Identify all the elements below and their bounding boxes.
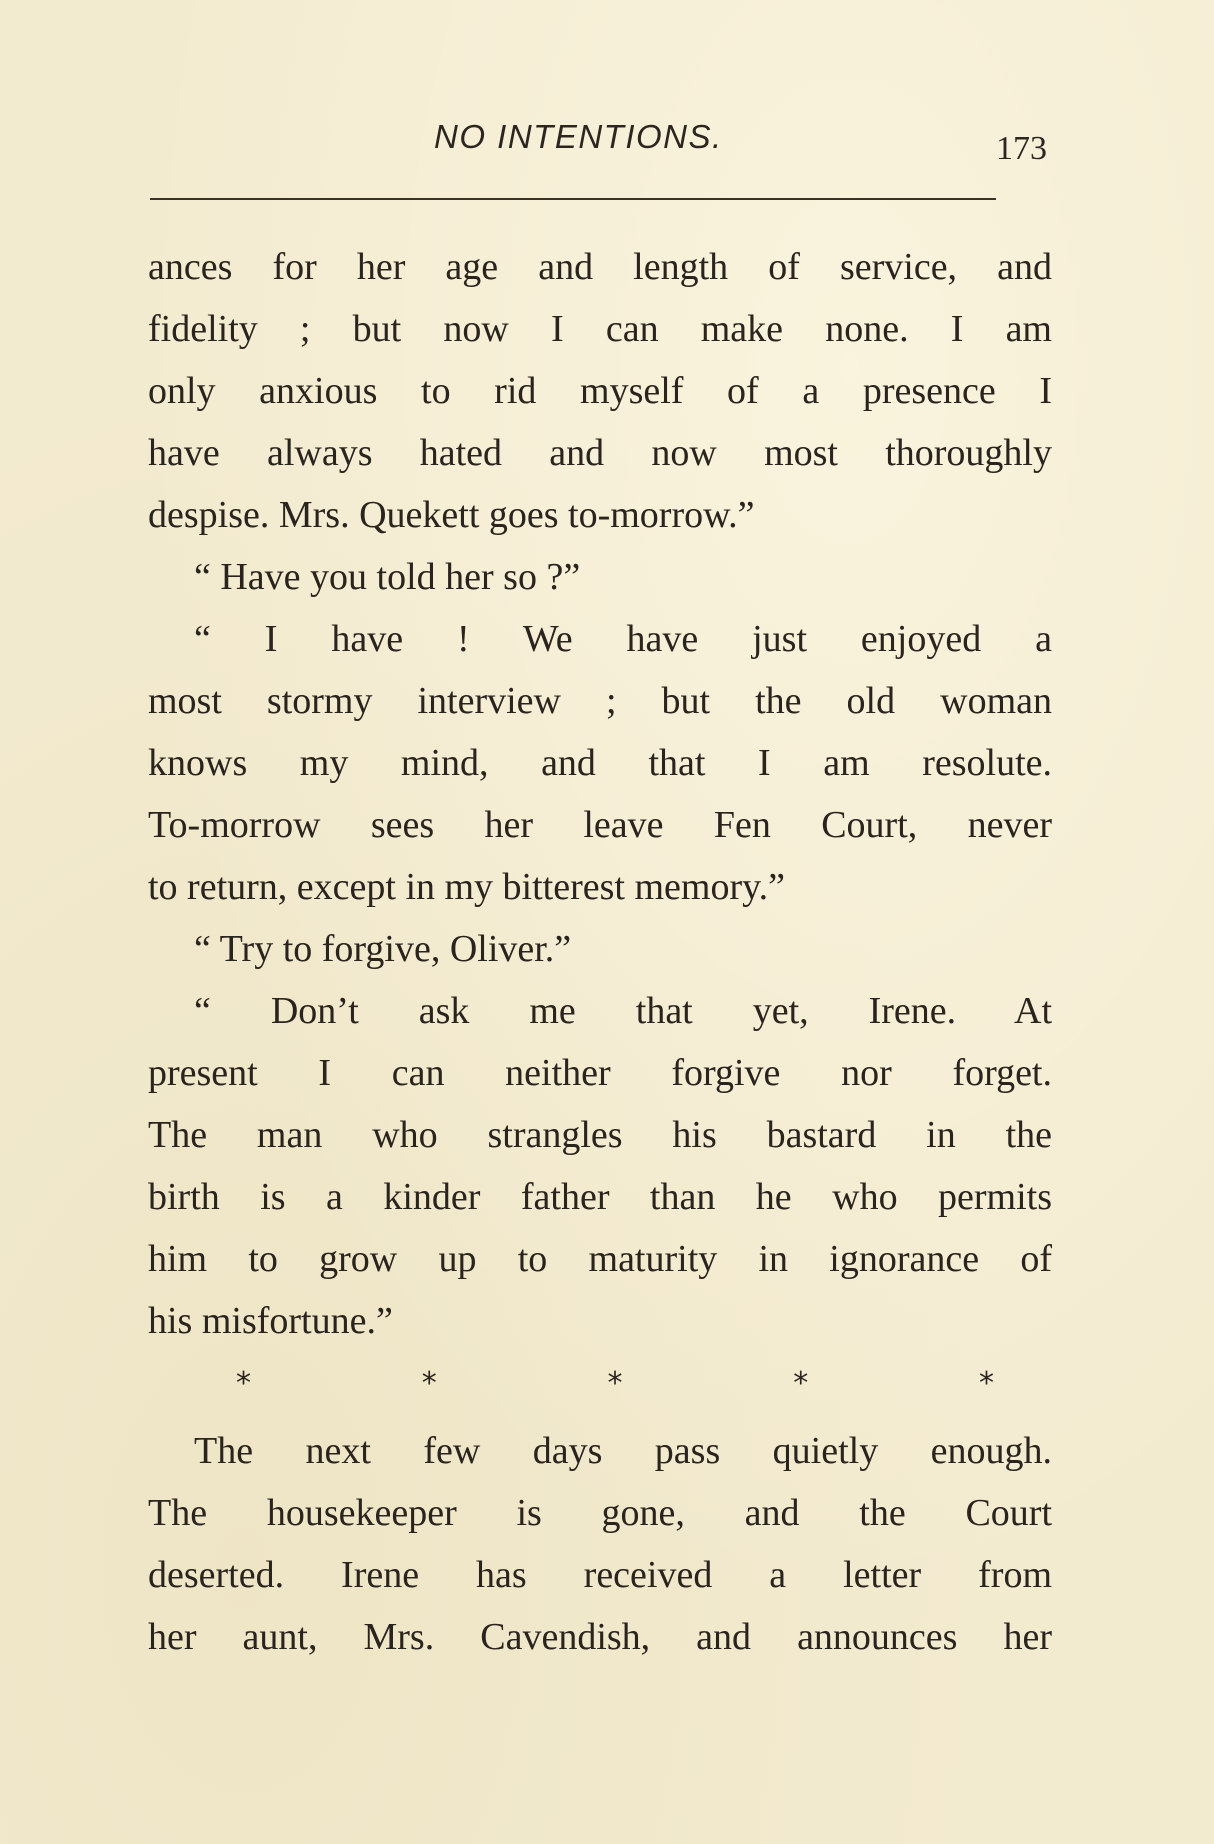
asterism: * [607,1365,623,1401]
asterism: * [979,1365,994,1401]
paragraph-2 [148,546,1052,608]
paragraph-6 [148,1420,1052,1668]
text-line: The housekeeper is gone, and the Court [148,1492,1052,1534]
asterism: * [236,1365,251,1401]
text-line: “ Don’t ask me that yet, Irene. At [194,990,1052,1032]
text-line: “ Try to forgive, Oliver.” [194,928,572,970]
text-line: her aunt, Mrs. Cavendish, and announces her [148,1616,1052,1658]
text-line: deserted. Irene has received a letter from [148,1554,1052,1596]
paragraph-4 [148,918,1052,980]
asterism: * [793,1365,809,1401]
text-line: most stormy interview ; but the old woman [148,680,1052,722]
text-line: ances for her age and length of service, and [148,246,1052,288]
text-line: “ Have you told her so ?” [194,556,581,598]
page-number: 173 [996,130,1047,167]
text-line: “ I have ! We have just enjoyed a [194,618,1052,660]
paragraph-3 [148,608,1052,918]
header-rule [150,198,996,200]
text-line: knows my mind, and that I am resolute. [148,742,1052,784]
text-line: despise. Mrs. Quekett goes to-morrow.” [148,494,755,536]
running-title: NO INTENTIONS. [434,118,723,155]
text-line: fidelity ; but now I can make none. I am [148,308,1052,350]
body-text [148,236,1052,1668]
text-line: have always hated and now most thoroughly [148,432,1052,474]
paragraph-1 [148,236,1052,546]
text-line: To-morrow sees her leave Fen Court, never [148,804,1052,846]
text-line: The man who strangles his bastard in the [148,1114,1052,1156]
text-line: only anxious to rid myself of a presence I [148,370,1052,412]
asterism: * [421,1365,437,1401]
text-line: him to grow up to maturity in ignorance of [148,1238,1052,1280]
text-line: to return, except in my bitterest memory.” [148,866,786,908]
text-line: his misfortune.” [148,1300,393,1342]
text-line: present I can neither forgive nor forget. [148,1052,1052,1094]
text-line: The next few days pass quietly enough. [194,1430,1052,1472]
section-break [148,1352,1052,1414]
paragraph-5 [148,980,1052,1352]
text-line: birth is a kinder father than he who permits [148,1176,1052,1218]
